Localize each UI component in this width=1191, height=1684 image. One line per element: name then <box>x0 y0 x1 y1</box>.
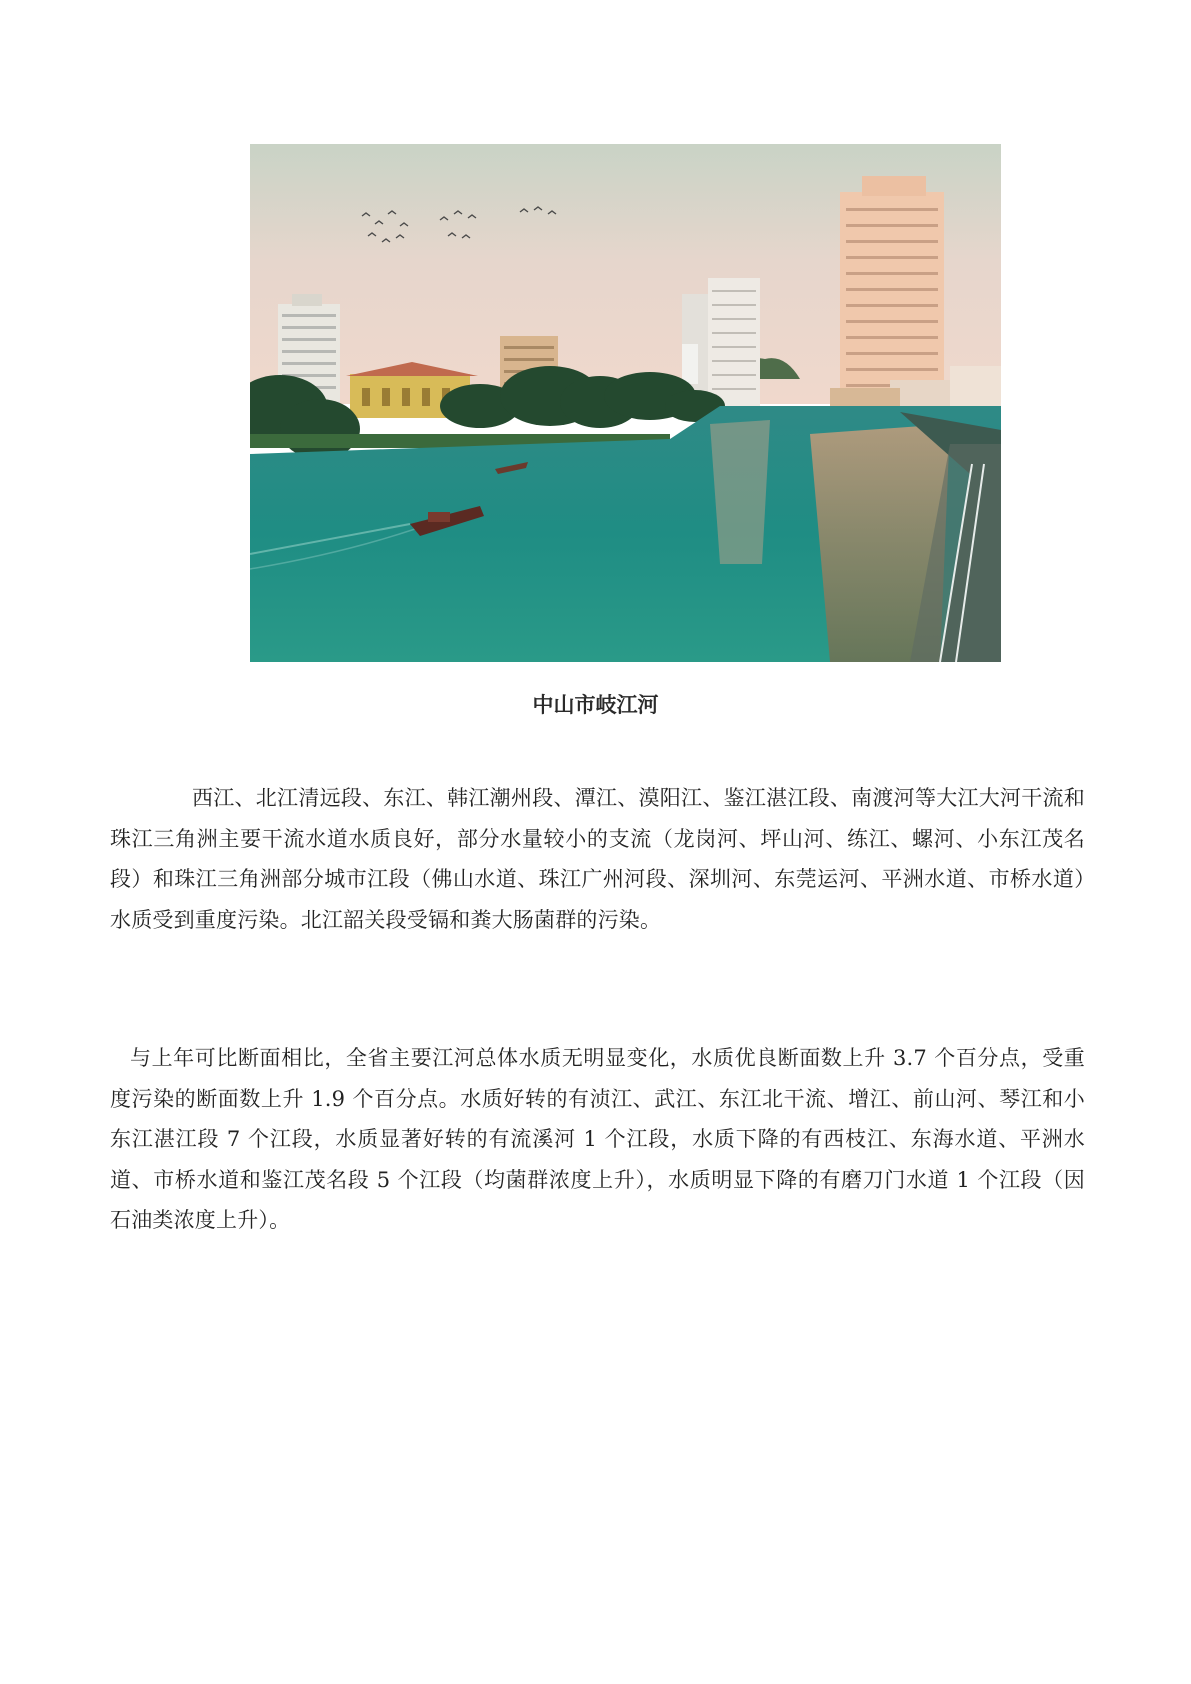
river-photo <box>250 144 1001 662</box>
figure-caption: 中山市岐江河 <box>532 693 659 717</box>
body-paragraph: 西江、北江清远段、东江、韩江潮州段、潭江、漠阳江、鉴江湛江段、南渡河等大江大河干流和珠江三角洲主要干流水道水质良好，部分水量较小的支流（龙岗河、坪山河、练江、螺河、小东江茂名段）和珠江三角洲部分城市江段（佛山水道、珠江广州河段、深圳河、东莞运河、平洲水道、市桥水道）水质受到重度污染。北江韶关段受镉和粪大肠菌群的污染。 <box>110 786 1085 932</box>
body-paragraph: 与上年可比断面相比，全省主要江河总体水质无明显变化，水质优良断面数上升 3.7 个百分点，受重度污染的断面数上升 1.9 个百分点。水质好转的有浈江、武江、东江北干流、增江、前山河、琴江和小东江湛江段 7 个江段，水质显著好转的有流溪河 1 个江段，水质下降的有西枝江、东海水道、平洲水道、市桥水道和鉴江茂名段 5 个江段（均菌群浓度上升），水质明显下降的有磨刀门水道 1 个江段（因石油类浓度上升）。 <box>110 1046 1086 1232</box>
